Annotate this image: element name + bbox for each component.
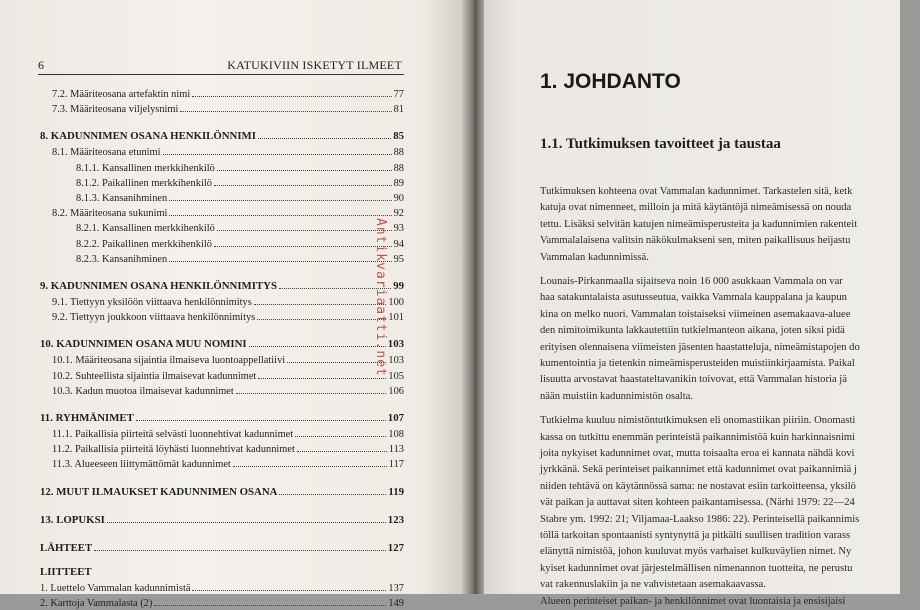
watermark-text: Antikvariaatti.net [373,218,388,377]
section-title: 1.1. Tutkimuksen tavoitteet ja taustaa [540,136,781,152]
toc-leader-dots [249,346,386,347]
toc-leader-dots [107,522,386,523]
toc-entry [40,101,404,115]
toc-entry [40,190,404,204]
toc-entry-label: 10.3. Kadun muotoa ilmaisevat kadunnimet [52,385,234,397]
toc-entry-label: 8. KADUNNIMEN OSANA HENKILÖNNIMI [40,130,256,143]
body-line: vat rakennuslakiin ja ne vahvistetaan asemakaavassa. [540,579,766,591]
toc-entry [40,220,404,234]
toc-leader-dots [279,494,386,495]
running-header [38,58,404,75]
toc-entry-label: 10. KADUNNIMEN OSANA MUU NOMINI [40,338,247,351]
toc-entry-page: 103 [388,355,404,367]
toc-entry [40,352,404,366]
toc-leader-dots [217,230,392,231]
body-line: tettu. Lisäksi selvitän katujen nimeämisperusteita ja kadunnimien rakenteit [540,218,858,230]
toc-entry [40,128,404,142]
toc-entry [40,278,404,292]
toc-entry-page: 95 [393,253,404,265]
toc-leader-dots [169,215,391,216]
toc-entry-label: 8.1.2. Paikallinen merkkihenkilö [76,177,212,189]
page-number: 6 [38,58,44,72]
toc-entry-page: 88 [393,162,404,174]
toc-entry-page: 105 [388,370,404,382]
toc-entry [40,512,404,526]
toc-entry-label: 8.1.3. Kansanihminen [76,193,168,204]
toc-entry [40,383,404,397]
toc-entry [40,236,404,250]
toc-entry-label: 8.2.1. Kansallinen merkkihenkilö [76,223,215,235]
toc-entry-page: 101 [388,312,404,324]
toc-entry [40,410,404,424]
toc-leader-dots [233,466,387,467]
toc-leader-dots [169,200,391,201]
toc-entry-page: 89 [393,177,404,189]
toc-entry-label: 8.2.3. Kansanihminen [76,253,168,265]
toc-leader-dots [192,96,391,97]
toc-entry [40,86,404,100]
toc-entry-label: 11.1. Paikallisia piirteitä selvästi luonnehtivat kadunnimet [52,429,294,440]
toc-entry-label: 8.1.1. Kansallinen merkkihenkilö [76,162,215,174]
body-line: töllä tarkoitan spontaanisti syntynyttä ja pitkälti suullisen tradition varass [540,530,851,541]
toc-entry [40,368,404,382]
toc-entry-label: 7.3. Määriteosana viljelysnimi [52,104,179,116]
appendix-heading: LIITTEET [40,565,92,578]
toc-entry [40,426,404,440]
body-line: kassa on tutkittu enemmän perinteistä paikannimistöä kuin harkinnaisnimi [540,431,856,443]
body-line: katuja ovat nimenneet, milloin ja mitä käytäntöjä nimeämisessä on nouda [540,202,852,214]
toc-entry-page: 106 [388,385,404,397]
toc-leader-dots [217,170,392,171]
body-line: Vammalalaisena valitsin näkökulmakseni sen, miten paikallisuus heijastu [540,235,851,247]
toc-entry-page: 127 [387,541,404,554]
body-line: vät paikan ja auttavat siten kohteen paikantamisessa. (Närhi 1979: 22—24 [540,497,855,509]
toc-entry-page: 103 [387,338,404,351]
toc-leader-dots [258,378,386,379]
toc-entry-label: LÄHTEET [40,541,93,554]
body-line: kumentointia ja tietenkin nimeämisperusteiden muistiinkirjaamista. Paikal [540,358,855,369]
toc-entry-page: 77 [393,89,404,100]
toc-entry-label: 2. Karttoja Vammalasta (2) [40,597,153,609]
body-line: Alueen perinteiset paikan- ja henkilönnimet ovat luontaisia ja ensisijaisi [540,595,846,607]
toc-entry-label: 11. RYHMÄNIMET [40,412,134,424]
body-line: Tutkimuksen kohteena ovat Vammalan kadunnimet. Tarkastelen sitä, ketk [540,186,853,197]
toc-entry-page: 117 [388,459,404,471]
running-title: KATUKIVIIN ISKETYT ILMEET [227,58,402,72]
body-line: kina on melko nuori. Vammalan toistaiseksi viimeinen asemakaava-aluee [540,308,851,320]
body-line: Stabre ym. 1992: 21; Viljamaa-Laakso 1986: 22). Perinteisellä paikannimis [540,513,860,525]
toc-entry [40,175,404,189]
toc-leader-dots [258,138,391,139]
toc-leader-dots [136,420,386,421]
toc-entry [40,540,404,554]
toc-entry-page: 107 [387,412,404,424]
toc-entry-label: 12. MUUT ILMAUKSET KADUNNIMEN OSANA [40,485,278,498]
toc-entry [40,309,404,323]
right-page [484,0,900,607]
body-line: kyiset kadunnimet ovat järjestelmällisen nimenannon tuotteita, ne perustu [540,562,853,574]
toc-leader-dots [287,362,386,363]
toc-entry-page: 94 [393,238,404,250]
toc-entry-page: 113 [388,444,404,456]
toc-leader-dots [254,304,387,305]
toc-entry [40,336,404,350]
body-line: den nimitoimikunta lakkautettiin tutkielmanteon aikana, joten siksi pidä [540,325,845,337]
toc-leader-dots [257,319,386,320]
toc-leader-dots [214,185,392,186]
toc-entry [40,595,404,609]
body-line: jyrkkänä. Sekä perinteiset paikannimet että kadunnimet ovat paikannimiä j [540,464,857,476]
toc-leader-dots [236,393,387,394]
toc-leader-dots [192,590,386,591]
toc-leader-dots [297,451,387,452]
toc-entry-label: 13. LOPUKSI [40,513,105,526]
toc-entry-label: 8.2. Määriteosana sukunimi [52,208,168,220]
toc-leader-dots [169,261,391,262]
toc-leader-dots [154,605,386,606]
toc-entry-page: 93 [393,223,404,235]
body-line: Tutkielma kuuluu nimistöntutkimuksen eli onomastiikan piiriin. Onomasti [540,415,856,427]
toc-entry-label: 9.2. Tiettyyn joukkoon viittaava henkilönnimitys [52,312,256,324]
body-line: erityisen olennaisena viimeisten jäsenten haastatteluja, nimeämistapojen do [540,341,860,353]
toc-entry [40,144,404,158]
toc-entry-label: 7.2. Määriteosana artefaktin nimi [52,89,191,100]
toc-entry-page: 137 [388,582,404,594]
toc-entry-page: 81 [393,104,404,116]
toc-entry-label: 10.1. Määriteosana sijaintia ilmaiseva luontoappellatiivi [52,355,286,367]
toc-entry [40,484,404,498]
toc-entry [40,456,404,470]
toc-leader-dots [94,550,386,551]
toc-entry-label: 10.2. Suhteellista sijaintia ilmaisevat kadunnimet [52,370,257,382]
toc-entry-label: 11.2. Paikallisia piirteitä löyhästi luonnehtivat kadunnimet [52,444,295,456]
toc-entry-page: 85 [393,130,404,143]
toc-entry-page: 100 [388,297,404,308]
toc-entry-page: 88 [393,147,404,159]
toc-entry-label: 1. Luettelo Vammalan kadunnimistä [40,582,191,594]
body-line: Vammalan kadunnimissä. [540,251,649,263]
toc-entry [40,580,404,594]
toc-entry-page: 92 [393,208,404,220]
toc-entry-label: 11.3. Alueeseen liittymättömät kadunnimet [52,459,231,471]
toc-leader-dots [163,154,392,155]
toc-entry-page: 99 [393,280,404,292]
body-line: niiden tehtävä on käytännössä sama: ne nostavat esiin tarkoitteensa, yksilö [540,480,856,492]
body-line: haa satakuntalaista asutusseutua, vaikka Vammala kauppalana ja kaupun [540,292,847,304]
toc-entry-label: 8.2.2. Paikallinen merkkihenkilö [76,238,212,250]
toc-leader-dots [295,436,386,437]
toc-entry-page: 90 [393,193,404,204]
body-line: joita nykyiset kadunnimet ovat, mutta toisaalta eroa ei kannata nähdä kovi [540,448,855,459]
toc-entry-label: 8.1. Määriteosana etunimi [52,147,161,159]
toc-entry-label: 9. KADUNNIMEN OSANA HENKILÖNNIMITYS [40,280,277,292]
body-line: Lounais-Pirkanmaalla sijaitseva noin 16 000 asukkaan Vammala on var [540,276,843,287]
toc-entry [40,441,404,455]
toc-entry [40,160,404,174]
body-line: elänyttä nimistöä, johon kuuluvat myös varhaiset kulkuväylien nimet. Ny [540,546,852,558]
toc-leader-dots [214,246,392,247]
book-gutter [462,0,486,594]
toc-entry-page: 123 [387,513,404,526]
toc-entry [40,205,404,219]
toc-leader-dots [180,111,391,112]
body-line: nään muistiin kadunnimistön osalta. [540,390,694,402]
toc-entry [40,294,404,308]
toc-entry-page: 119 [388,485,404,498]
toc-entry-page: 149 [388,597,404,609]
body-line: lisuutta arvostavat haastateltavanikin toivovat, että Vammalan historia jä [540,374,847,386]
chapter-title: 1. JOHDANTO [540,70,681,93]
toc-entry [40,251,404,265]
toc-entry-label: 9.1. Tiettyyn yksilöön viittaava henkilönnimitys [52,297,252,308]
toc-entry-page: 108 [388,429,404,440]
